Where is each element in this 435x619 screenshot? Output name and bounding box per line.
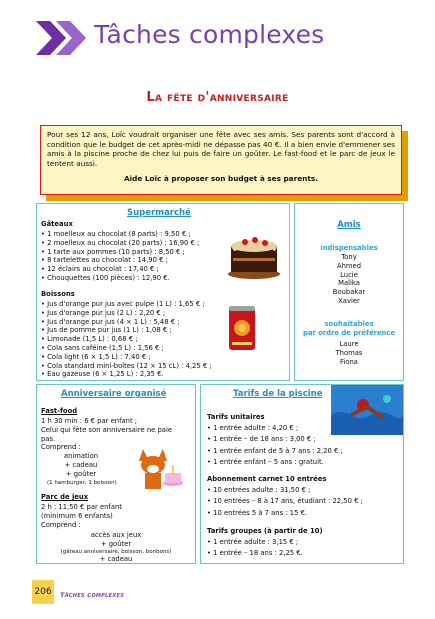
list-item: Tony [341,253,357,261]
list-item: • Chouquettes (100 pièces) : 12,90 €. [41,273,170,282]
intro-aide: Aide Loïc à proposer son budget à ses parents. [124,174,318,184]
piscine-box [200,384,404,564]
list-item: • 1 tarte aux pommes (10 parts) : 8,50 € ; [41,247,185,256]
fastfood-note: (1 hamburger, 1 boisson) [47,480,117,486]
groupes-title: Tarifs groupes (à partir de 10) [207,527,323,535]
parc-note: (gâteau anniversaire, boisson, bonbons) [60,549,172,555]
list-item: • 1 moelleux au chocolat (8 parts) : 9,50 € ; [41,230,191,238]
list-item: • 10 entrées 5 à 7 ans : 15 €. [207,508,308,517]
fox-cake-image [133,445,185,497]
unitaires-title: Tarifs unitaires [207,413,265,421]
list-item: • 1 entrée adulte : 3,15 € ; [207,538,299,546]
list-item: • 10 entrées – 8 à 17 ans, étudiant : 22,50 € ; [207,497,363,506]
juice-can-image [227,304,257,352]
list-item: • 1 entrée enfant de 5 à 7 ans : 2,20 € ; [207,446,343,455]
list-item: • Limonade (1,5 L) : 0,68 € ; [41,335,138,344]
amis-box [294,203,404,381]
piscine-title: Tarifs de la piscine [233,389,323,399]
double-chevron-icon [36,21,88,55]
abonnement-title: Abonnement carnet 10 entrées [207,475,327,483]
souhaitables-title: souhaitables par ordre de préférence [302,320,396,337]
anniversaire-box [36,384,196,564]
page-header [20,18,420,58]
list-item: • 12 éclairs au chocolat : 17,40 € ; [41,265,159,274]
list-item: • Eau gazeuse (6 × 1,25 L) : 2,35 €. [41,370,164,379]
list-item: • Jus de pomme pur jus (1 L) : 1,08 € ; [41,326,172,335]
intro-text: Pour ses 12 ans, Loïc voudrait organiser une fête avec ses amis. Ses parents sont d'accord à condition que le budget de cet après-midi ne dépasse pas 40 €. Il a bien envie d'emmener ses amis à la piscine proche de chez lui puis de faire un goûter. Le fast-food et le parc de jeux le tentent aussi. [47,130,395,168]
header-title: Tâches complexes [94,20,325,49]
supermarche-box [36,203,290,381]
amis-title: Amis [337,220,361,230]
list-item: • Jus d'orange pur jus (2 L) : 2,20 € ; [41,308,166,317]
fastfood-text: 1 h 30 min : 6 € par enfant ; Celui qui fête son anniversaire ne paie pas. Comprend : [41,417,173,452]
list-item: Ahmed [336,261,362,270]
indispensables-title: indispensables [320,244,378,252]
groupes-list [207,537,303,560]
list-item: Boubakar [332,288,366,297]
fastfood-title: Fast-food [41,407,78,415]
list-item: • 10 entrées adulte : 31,50 € ; [207,486,311,494]
gateaux-list [41,230,199,283]
list-item: • Jus d'orange pur jus (4 × 1 L) : 5,48 € ; [41,317,180,326]
supermarche-title: Supermarché [127,208,191,218]
page-title: La fête d'anniversaire [146,90,289,105]
anniversaire-title: Anniversaire organisé [61,389,167,399]
list-item: • Cola standard mini-boîtes (12 × 15 cL) : 4,25 € ; [41,361,212,370]
boissons-title: Boissons [41,290,75,298]
list-item: • 1 entrée – 18 ans : 2,25 €. [207,549,303,558]
list-item: Lucie [340,270,358,279]
parc-text: 2 h : 11,50 € par enfant (minimum 6 enfants) Comprend : [41,503,122,529]
list-item: • 8 tartelettes au chocolat : 14,90 € ; [41,256,168,265]
fastfood-items: animation + cadeau + goûter [63,452,99,478]
boissons-list [41,300,212,379]
list-item: • 2 moelleux au chocolat (20 parts) : 16,90 € ; [41,238,200,247]
list-item: • 1 entrée enfant – 5 ans : gratuit. [207,458,324,467]
indispensables-list [295,253,403,306]
gateaux-title: Gâteaux [41,220,73,228]
list-item: • 1 entrée adulte : 4,20 € ; [207,424,299,432]
list-item: Thomas [335,348,363,357]
footer-label: Tâches complexes [60,591,125,599]
list-item: • Cola sans caféine (1,5 L) : 1,56 € ; [41,343,164,352]
cake-image [225,224,283,282]
list-item: Laure [339,340,359,348]
souhaitables-list [295,340,403,366]
abonnement-list [207,485,363,519]
list-item: • Cola light (6 × 1,5 L) : 7,40 € ; [41,352,151,361]
unitaires-list [207,423,343,469]
list-item: • 1 entrée – de 18 ans : 3,00 € ; [207,435,316,444]
parc-last: + cadeau [99,555,133,563]
page-number: 206 [32,580,54,604]
list-item: • Jus d'orange pur jus avec pulpe (1 L) : 1,65 € ; [41,300,205,308]
intro-box [40,125,402,195]
list-item: Fiona [340,357,358,366]
list-item: Malika [338,279,360,288]
list-item: Xavier [338,296,360,305]
parc-items: accès aux jeux + goûter [90,531,142,548]
parc-title: Parc de jeux [41,493,89,501]
